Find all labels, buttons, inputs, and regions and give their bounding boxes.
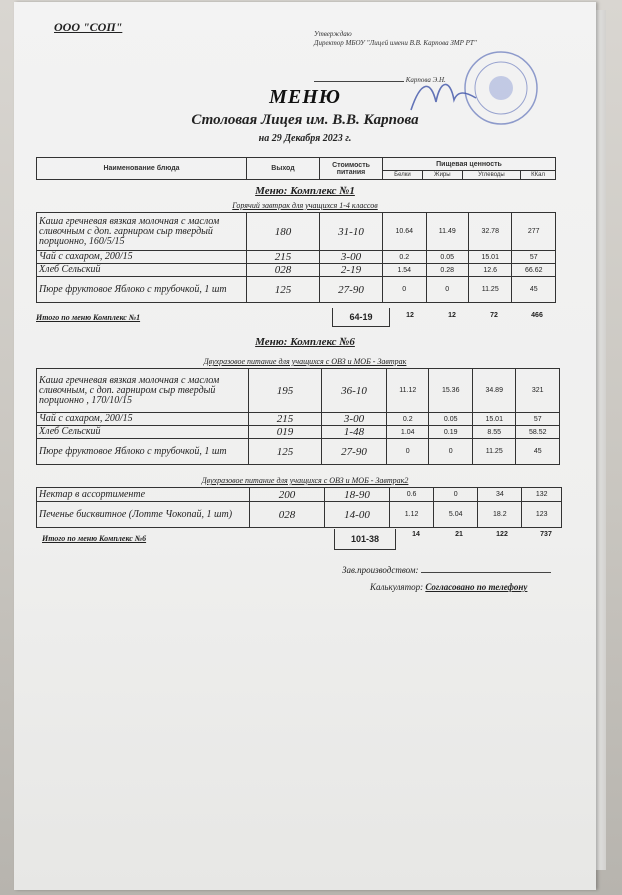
dish-yield: 215 — [249, 413, 322, 426]
col-kcal-header: ККал — [521, 171, 556, 180]
dish-price: 18-90 — [325, 488, 390, 502]
dish-fat: 0 — [426, 277, 468, 303]
dish-price: 1-48 — [322, 426, 387, 439]
col-fat-header: Жиры — [422, 171, 462, 180]
complex6-total-price: 101-38 — [334, 529, 396, 550]
col-price-header: Стоимость питания — [320, 158, 383, 180]
dish-kcal: 123 — [522, 502, 562, 528]
dish-kcal: 58.52 — [516, 426, 560, 439]
signature-line — [314, 76, 446, 84]
dish-fat: 0 — [429, 439, 473, 465]
table-row — [37, 251, 556, 264]
dish-fat: 11.49 — [426, 213, 468, 251]
complex1-total-label: Итого по меню Комплекс №1 — [36, 313, 141, 322]
table-row — [37, 369, 560, 413]
dish-fat: 15.36 — [429, 369, 473, 413]
dish-carbs: 15.01 — [468, 251, 512, 264]
production-label: Зав.производством: — [342, 565, 419, 575]
dish-protein: 0.2 — [387, 413, 429, 426]
dish-kcal: 66.62 — [512, 264, 556, 277]
dish-protein: 0.6 — [390, 488, 434, 502]
complex1-table — [36, 212, 556, 303]
complex6-total-kcal: 737 — [540, 531, 552, 538]
dish-price: 2-19 — [320, 264, 383, 277]
complex1-meal: Горячий завтрак для учащихся 1-4 классов — [232, 201, 378, 210]
dish-kcal: 277 — [512, 213, 556, 251]
dish-yield: 215 — [247, 251, 320, 264]
menu-sheet — [14, 2, 596, 890]
dish-kcal: 45 — [512, 277, 556, 303]
complex6-total-carbs: 122 — [496, 531, 508, 538]
complex1-title: Меню: Комплекс №1 — [255, 185, 355, 197]
approval-text: Директор МБОУ "Лицей имени В.В. Карпова ЗМР РТ" — [314, 39, 477, 47]
dish-name: Чай с сахаром, 200/15 — [37, 251, 247, 264]
dish-price: 14-00 — [325, 502, 390, 528]
col-nutrition-header: Пищевая ценность — [383, 158, 556, 171]
dish-price: 27-90 — [322, 439, 387, 465]
dish-price: 31-10 — [320, 213, 383, 251]
dish-name: Каша гречневая вязкая молочная с маслом сливочным, с доп. гарниром сыр твердый порционно , 170/10/15 — [37, 369, 249, 413]
complex1-total-protein: 12 — [406, 312, 414, 319]
dish-kcal: 132 — [522, 488, 562, 502]
approval-signer: Карпова Э.Н. — [405, 76, 446, 84]
table-row — [37, 426, 560, 439]
complex6-total-label: Итого по меню Комплекс №6 — [42, 534, 147, 543]
dish-fat: 0.05 — [426, 251, 468, 264]
dish-name: Пюре фруктовое Яблоко с трубочкой, 1 шт — [37, 439, 249, 465]
dish-kcal: 57 — [516, 413, 560, 426]
dish-name: Каша гречневая вязкая молочная с маслом сливочным с доп. гарниром сыр твердый порционно, 160/5/15 — [37, 213, 247, 251]
dish-yield: 125 — [249, 439, 322, 465]
dish-carbs: 18.2 — [478, 502, 522, 528]
col-name-header: Наименование блюда — [37, 158, 247, 180]
dish-price: 3-00 — [322, 413, 387, 426]
table-row — [37, 277, 556, 303]
dish-carbs: 34.89 — [472, 369, 516, 413]
complex6-total-protein: 14 — [412, 531, 420, 538]
dish-yield: 200 — [250, 488, 325, 502]
dish-yield: 180 — [247, 213, 320, 251]
dish-name: Пюре фруктовое Яблоко с трубочкой, 1 шт — [37, 277, 247, 303]
dish-carbs: 32.78 — [468, 213, 512, 251]
dish-fat: 0.19 — [429, 426, 473, 439]
complex6-meal1: Двухразовое питание для учащихся с ОВЗ и МОБ - Завтрак — [203, 357, 407, 366]
dish-carbs: 8.55 — [472, 426, 516, 439]
dish-carbs: 15.01 — [472, 413, 516, 426]
dish-protein: 0 — [387, 439, 429, 465]
dish-carbs: 11.25 — [468, 277, 512, 303]
production-manager-line — [342, 565, 551, 575]
calculator-value: Согласовано по телефону — [425, 582, 528, 592]
col-carbs-header: Углеводы — [462, 171, 520, 180]
dish-yield: 028 — [247, 264, 320, 277]
complex1-total-kcal: 466 — [531, 312, 543, 319]
dish-protein: 10.64 — [383, 213, 427, 251]
calculator-label: Калькулятор: — [370, 582, 424, 592]
dish-yield: 019 — [249, 426, 322, 439]
dish-price: 36-10 — [322, 369, 387, 413]
table-row — [37, 488, 562, 502]
dish-protein: 0.2 — [383, 251, 427, 264]
page-title: МЕНЮ — [269, 86, 341, 108]
dish-name: Хлеб Сельский — [37, 426, 249, 439]
paper-stack-edge — [596, 10, 606, 870]
complex6-table1 — [36, 368, 560, 465]
dish-kcal: 45 — [516, 439, 560, 465]
complex6-table2 — [36, 487, 562, 528]
table-row — [37, 439, 560, 465]
complex6-total-fat: 21 — [455, 531, 463, 538]
dish-carbs: 11.25 — [472, 439, 516, 465]
dish-fat: 0.05 — [429, 413, 473, 426]
dish-price: 3-00 — [320, 251, 383, 264]
dish-protein: 0 — [383, 277, 427, 303]
complex6-meal2: Двухразовое питание для учащихся с ОВЗ и МОБ - Завтрак2 — [201, 476, 409, 485]
table-row — [37, 264, 556, 277]
dish-yield: 195 — [249, 369, 322, 413]
complex6-title: Меню: Комплекс №6 — [255, 336, 355, 348]
dish-name: Нектар в ассортименте — [37, 488, 250, 502]
dish-protein: 1.12 — [390, 502, 434, 528]
dish-name: Печенье бисквитное (Лотте Чокопай, 1 шт) — [37, 502, 250, 528]
canteen-name: Столовая Лицея им. В.В. Карпова — [191, 112, 419, 128]
table-row — [37, 502, 562, 528]
col-protein-header: Белки — [383, 171, 423, 180]
dish-yield: 125 — [247, 277, 320, 303]
complex1-total-price: 64-19 — [332, 308, 390, 327]
table-row — [37, 413, 560, 426]
dish-price: 27-90 — [320, 277, 383, 303]
complex1-total-carbs: 72 — [490, 312, 498, 319]
dish-protein: 1.54 — [383, 264, 427, 277]
dish-name: Хлеб Сельский — [37, 264, 247, 277]
menu-date: на 29 Декабря 2023 г. — [258, 133, 352, 144]
dish-fat: 0.28 — [426, 264, 468, 277]
organization-name: ООО "СОП" — [54, 20, 123, 34]
table-header — [36, 157, 556, 180]
dish-carbs: 12.6 — [468, 264, 512, 277]
dish-kcal: 57 — [512, 251, 556, 264]
dish-carbs: 34 — [478, 488, 522, 502]
table-row — [37, 213, 556, 251]
dish-protein: 11.12 — [387, 369, 429, 413]
dish-fat: 0 — [434, 488, 478, 502]
dish-name: Чай с сахаром, 200/15 — [37, 413, 249, 426]
dish-fat: 5.04 — [434, 502, 478, 528]
complex1-total-fat: 12 — [448, 312, 456, 319]
calculator-line — [370, 582, 527, 592]
col-yield-header: Выход — [247, 158, 320, 180]
dish-yield: 028 — [250, 502, 325, 528]
approval-title: Утверждаю — [314, 30, 352, 38]
dish-protein: 1.04 — [387, 426, 429, 439]
dish-kcal: 321 — [516, 369, 560, 413]
